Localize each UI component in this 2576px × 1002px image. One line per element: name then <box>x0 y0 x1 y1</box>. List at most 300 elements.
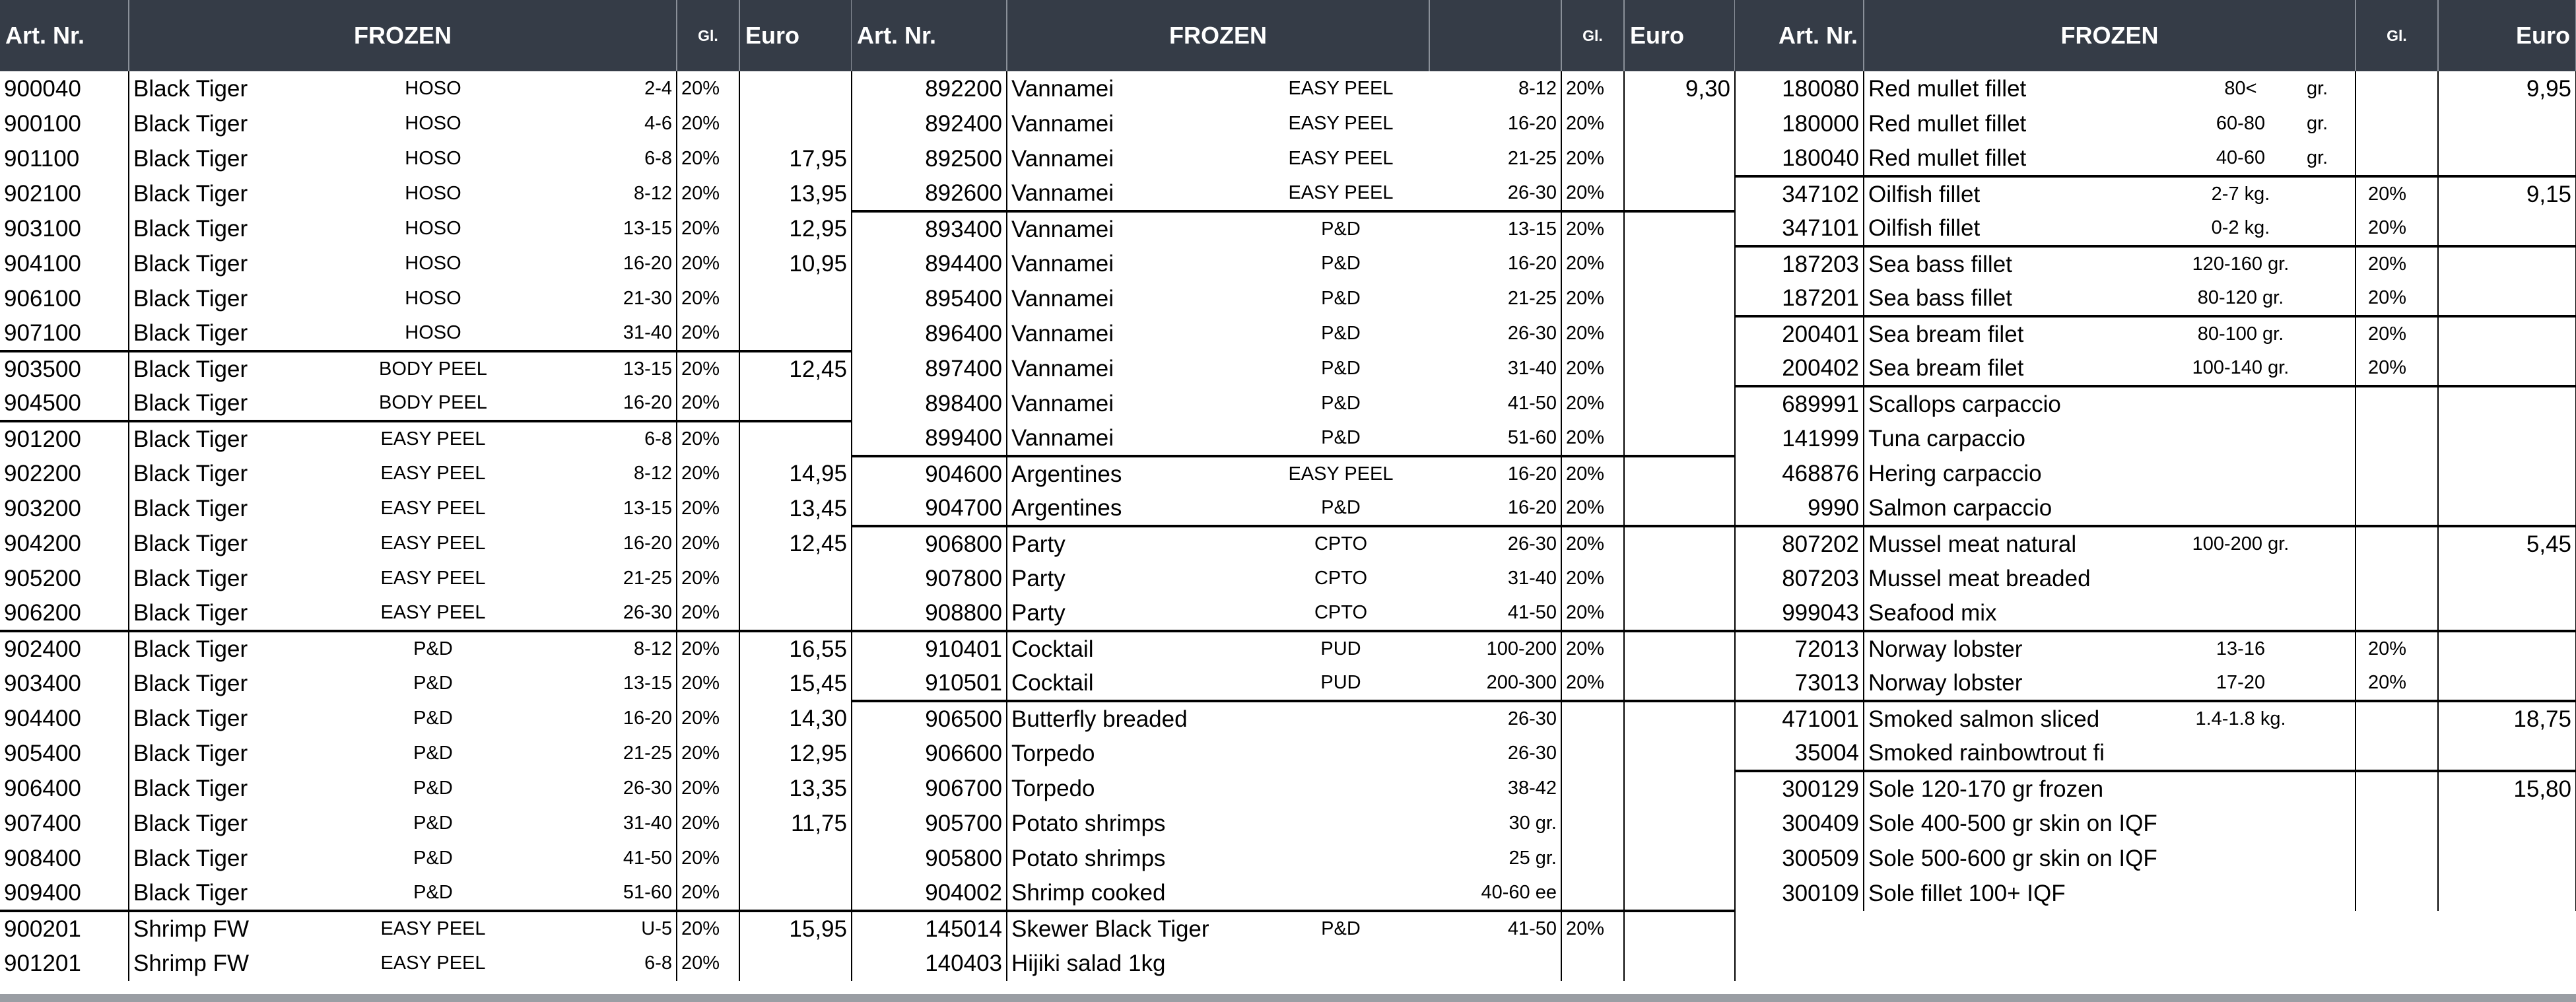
type-wrap <box>367 176 499 211</box>
product-cell <box>1864 211 2356 246</box>
spec-text: 1.4-1.8 kg. <box>2195 708 2286 729</box>
table-row <box>852 456 1735 491</box>
type-wrap <box>367 912 499 946</box>
price-cell: 13,45 <box>739 491 852 526</box>
product-name: Party <box>1011 531 1066 557</box>
spec-text: 80< <box>2224 78 2257 99</box>
spec-text: 0-2 kg. <box>2211 217 2270 238</box>
price-cell: 12,95 <box>739 211 852 246</box>
product-cell <box>1864 631 2356 666</box>
table-row <box>1735 771 2576 806</box>
product-cell <box>1864 806 2356 841</box>
price-cell: 15,95 <box>739 911 852 946</box>
product-name: Black Tiger <box>133 426 248 452</box>
type-wrap <box>367 211 499 246</box>
vat-cell: 20% <box>1561 71 1624 106</box>
price-cell <box>739 561 852 596</box>
art-nr-cell: 807202 <box>1735 526 1864 561</box>
art-nr-cell: 905200 <box>0 561 129 596</box>
product-name: Black Tiger <box>133 495 248 521</box>
spec-text: 17-20 <box>2216 672 2266 693</box>
vat-cell: 20% <box>677 71 739 106</box>
product-cell <box>1007 141 1429 176</box>
product-cell <box>1864 561 2356 596</box>
type-wrap <box>1258 421 1423 455</box>
price-cell <box>2438 246 2576 281</box>
price-cell: 18,75 <box>2438 701 2576 736</box>
price-cell <box>1624 736 1735 771</box>
type-wrap <box>367 491 499 526</box>
art-nr-cell: 903500 <box>0 351 129 386</box>
art-nr-cell: 902100 <box>0 176 129 211</box>
price-cell <box>2438 666 2576 701</box>
art-nr-cell: 906100 <box>0 281 129 316</box>
size-grade: 21-25 <box>623 743 672 764</box>
vat-cell: 20% <box>1561 911 1624 946</box>
price-cell <box>2438 281 2576 316</box>
product-name: Sole 120-170 gr frozen <box>1868 776 2104 802</box>
price-cell <box>1624 106 1735 141</box>
size-grade: 26-30 <box>623 778 672 799</box>
size-cell <box>1429 211 1561 246</box>
table-row <box>0 911 852 946</box>
price-table-3 <box>1735 0 2576 911</box>
size-grade: 13-15 <box>623 358 672 380</box>
price-cell <box>1624 351 1735 386</box>
size-grade: 21-30 <box>623 288 672 309</box>
vat-cell <box>2356 806 2438 841</box>
product-name: Black Tiger <box>133 180 248 207</box>
table-row <box>852 141 1735 176</box>
art-nr-cell: 908800 <box>852 596 1007 631</box>
size-grade: 200-300 <box>1486 672 1557 693</box>
price-cell <box>1624 911 1735 946</box>
product-name: Black Tiger <box>133 775 248 801</box>
price-cell <box>1624 561 1735 596</box>
type-wrap <box>1258 213 1423 246</box>
product-name: Torpedo <box>1011 740 1095 766</box>
vat-cell <box>2356 771 2438 806</box>
type-wrap <box>1258 457 1423 491</box>
price-cell <box>2438 106 2576 141</box>
size-cell <box>1429 841 1561 876</box>
vat-cell: 20% <box>677 771 739 806</box>
size-cell <box>1429 491 1561 526</box>
vat-cell: 20% <box>677 736 739 771</box>
price-table-2 <box>852 0 1736 981</box>
table-row <box>1735 71 2576 106</box>
product-name: Smoked salmon sliced <box>1868 706 2100 732</box>
product-type: P&D <box>413 882 453 903</box>
header-row <box>0 0 852 71</box>
type-wrap <box>367 666 499 701</box>
table-row <box>0 211 852 246</box>
product-name: Black Tiger <box>133 705 248 731</box>
spec-text <box>2175 561 2307 596</box>
art-nr-cell: 904002 <box>852 876 1007 911</box>
art-nr-cell: 300109 <box>1735 876 1864 911</box>
size-grade: 16-20 <box>1507 463 1557 484</box>
vat-cell <box>2356 106 2438 141</box>
product-name: Black Tiger <box>133 356 248 382</box>
size-grade: 26-30 <box>623 602 672 623</box>
vat-cell: 20% <box>677 911 739 946</box>
size-cell <box>1429 386 1561 421</box>
art-nr-cell: 73013 <box>1735 666 1864 701</box>
art-nr-cell: 902400 <box>0 631 129 666</box>
product-cell <box>1864 71 2356 106</box>
table-row <box>1735 701 2576 736</box>
art-nr-cell: 300129 <box>1735 771 1864 806</box>
price-cell: 13,95 <box>739 176 852 211</box>
size-grade: 6-8 <box>644 952 672 974</box>
header-row <box>1735 0 2576 71</box>
product-name: Black Tiger <box>133 110 248 137</box>
size-grade: 8-12 <box>633 638 672 659</box>
vat-cell <box>2356 841 2438 876</box>
product-name: Cocktail <box>1011 636 1094 662</box>
size-grade: 16-20 <box>623 708 672 729</box>
size-grade: 8-12 <box>633 463 672 484</box>
product-name: Black Tiger <box>133 250 248 277</box>
vat-cell <box>2356 701 2438 736</box>
product-type: PUD <box>1320 638 1361 659</box>
product-type: PUD <box>1320 672 1361 693</box>
price-cell <box>739 281 852 316</box>
price-cell <box>1624 526 1735 561</box>
header-art-nr: Art. Nr. <box>1735 0 1864 71</box>
art-nr-cell: 901100 <box>0 141 129 176</box>
type-wrap <box>1258 561 1423 596</box>
price-cell <box>2438 351 2576 386</box>
art-nr-cell: 180000 <box>1735 106 1864 141</box>
price-cell <box>739 596 852 631</box>
size-grade: 31-40 <box>623 322 672 343</box>
price-cell: 17,95 <box>739 141 852 176</box>
type-wrap <box>1258 71 1423 106</box>
table-row <box>852 666 1735 701</box>
table-row <box>852 526 1735 561</box>
price-cell <box>2438 421 2576 456</box>
spec-text: 2-7 kg. <box>2211 184 2270 205</box>
table-row <box>0 631 852 666</box>
product-name: Vannamei <box>1011 320 1114 347</box>
size-grade: 30 gr. <box>1508 813 1557 834</box>
product-type: CPTO <box>1314 533 1368 554</box>
type-wrap <box>367 771 499 806</box>
art-nr-cell: 905400 <box>0 736 129 771</box>
table-row <box>852 386 1735 421</box>
product-cell <box>129 911 677 946</box>
price-cell <box>1624 631 1735 666</box>
product-cell <box>1864 771 2356 806</box>
art-nr-cell: 910501 <box>852 666 1007 701</box>
product-type: HOSO <box>405 218 461 239</box>
vat-cell: 20% <box>2356 316 2438 351</box>
product-name: Norway lobster <box>1868 669 2023 696</box>
product-cell <box>129 246 677 281</box>
vat-cell: 20% <box>1561 666 1624 701</box>
size-grade: 31-40 <box>623 813 672 834</box>
product-type: EASY PEEL <box>1288 148 1394 169</box>
table-row <box>0 561 852 596</box>
price-cell <box>2438 631 2576 666</box>
price-cell <box>1624 596 1735 631</box>
product-cell <box>1864 351 2356 386</box>
product-name: Vannamei <box>1011 110 1114 137</box>
product-name: Black Tiger <box>133 740 248 766</box>
type-wrap <box>367 561 499 596</box>
vat-cell: 20% <box>1561 211 1624 246</box>
type-wrap <box>1258 351 1423 386</box>
spec-text <box>2175 772 2307 806</box>
art-nr-cell: 896400 <box>852 316 1007 351</box>
size-grade: 13-15 <box>1507 218 1557 240</box>
product-type: HOSO <box>405 253 461 274</box>
product-cell <box>1007 456 1429 491</box>
product-name: Oilfish fillet <box>1868 215 1981 241</box>
product-type: P&D <box>413 638 453 659</box>
vat-cell: 20% <box>2356 351 2438 386</box>
product-name: Black Tiger <box>133 145 248 172</box>
type-wrap <box>1258 316 1423 351</box>
product-cell <box>1864 281 2356 316</box>
table-row <box>1735 456 2576 491</box>
product-name: Black Tiger <box>133 215 248 242</box>
vat-cell <box>1561 806 1624 841</box>
header-euro: Euro <box>739 0 852 71</box>
product-cell <box>129 281 677 316</box>
table-row <box>1735 351 2576 386</box>
product-name: Black Tiger <box>133 460 248 486</box>
product-name: Black Tiger <box>133 565 248 591</box>
size-cell <box>1429 316 1561 351</box>
product-cell <box>1007 631 1429 666</box>
type-wrap <box>1258 736 1423 771</box>
vat-cell: 20% <box>677 456 739 491</box>
product-name: Vannamei <box>1011 285 1114 312</box>
type-wrap <box>1258 176 1423 210</box>
art-nr-cell: 900201 <box>0 911 129 946</box>
vat-cell: 20% <box>1561 281 1624 316</box>
art-nr-cell: 906500 <box>852 701 1007 736</box>
product-cell <box>1007 561 1429 596</box>
vat-cell: 20% <box>677 316 739 351</box>
vat-cell: 20% <box>1561 456 1624 491</box>
product-type: P&D <box>1321 358 1361 379</box>
product-cell <box>129 106 677 141</box>
size-cell <box>1429 526 1561 561</box>
product-type: HOSO <box>405 183 461 204</box>
price-cell <box>739 876 852 911</box>
type-wrap <box>1258 386 1423 421</box>
size-grade: 38-42 <box>1507 778 1557 799</box>
price-cell <box>2438 316 2576 351</box>
product-cell <box>129 491 677 526</box>
vat-cell: 20% <box>677 351 739 386</box>
vat-cell: 20% <box>1561 246 1624 281</box>
table-row <box>1735 841 2576 876</box>
product-cell <box>129 771 677 806</box>
vat-cell <box>2356 386 2438 421</box>
table-row <box>1735 211 2576 246</box>
type-wrap <box>367 106 499 141</box>
spec-text: 13-16 <box>2216 638 2266 659</box>
size-grade: 41-50 <box>1507 602 1557 623</box>
spec-text <box>2175 806 2307 841</box>
unit-text: gr. <box>2307 113 2328 134</box>
spec-text <box>2175 736 2307 770</box>
table-row <box>852 176 1735 211</box>
product-cell <box>129 596 677 631</box>
product-cell <box>1864 386 2356 421</box>
product-cell <box>1007 841 1429 876</box>
price-cell <box>1624 386 1735 421</box>
vat-cell: 20% <box>677 176 739 211</box>
table-row <box>852 596 1735 631</box>
product-name: Hering carpaccio <box>1868 460 2042 486</box>
size-grade: 51-60 <box>1507 427 1557 448</box>
spec-text <box>2175 387 2307 421</box>
type-wrap <box>367 701 499 736</box>
art-nr-cell: 903400 <box>0 666 129 701</box>
product-name: Torpedo <box>1011 775 1095 801</box>
table-row <box>852 211 1735 246</box>
vat-cell: 20% <box>1561 596 1624 631</box>
table-row <box>852 106 1735 141</box>
product-name: Sea bream filet <box>1868 354 2024 381</box>
product-cell <box>129 526 677 561</box>
product-name: Potato shrimps <box>1011 810 1166 836</box>
product-type: CPTO <box>1314 568 1368 589</box>
spec-text <box>2175 841 2307 876</box>
product-cell <box>129 666 677 701</box>
price-cell <box>1624 491 1735 526</box>
vat-cell: 20% <box>677 421 739 456</box>
vat-cell: 20% <box>2356 281 2438 316</box>
product-type: EASY PEEL <box>1288 78 1394 99</box>
vat-cell <box>1561 946 1624 981</box>
price-cell <box>1624 316 1735 351</box>
product-name: Shrimp FW <box>133 916 249 942</box>
product-cell <box>129 806 677 841</box>
size-grade: 41-50 <box>1507 393 1557 414</box>
price-cell <box>2438 596 2576 631</box>
art-nr-cell: 999043 <box>1735 596 1864 631</box>
art-nr-cell: 892200 <box>852 71 1007 106</box>
product-name: Vannamei <box>1011 424 1114 451</box>
size-cell <box>1429 736 1561 771</box>
spec-text <box>2175 596 2307 630</box>
vat-cell: 20% <box>1561 141 1624 176</box>
type-wrap <box>367 946 499 981</box>
table-row <box>852 701 1735 736</box>
product-cell <box>1007 211 1429 246</box>
vat-cell: 20% <box>677 106 739 141</box>
table-row <box>0 806 852 841</box>
product-cell <box>1007 386 1429 421</box>
product-name: Vannamei <box>1011 216 1114 242</box>
product-cell <box>1007 946 1429 981</box>
size-grade: 13-15 <box>623 498 672 519</box>
product-name: Mussel meat breaded <box>1868 565 2091 591</box>
size-grade: 8-12 <box>1518 78 1557 99</box>
type-wrap <box>1258 806 1423 841</box>
price-cell: 12,45 <box>739 351 852 386</box>
product-name: Scallops carpaccio <box>1868 391 2061 417</box>
panel-black-tiger <box>0 0 852 995</box>
vat-cell: 20% <box>1561 351 1624 386</box>
product-name: Seafood mix <box>1868 599 1997 626</box>
art-nr-cell: 904400 <box>0 701 129 736</box>
product-cell <box>1864 106 2356 141</box>
table-row <box>0 386 852 421</box>
price-cell <box>1624 771 1735 806</box>
product-type: P&D <box>1321 323 1361 344</box>
product-cell <box>1864 316 2356 351</box>
size-cell <box>1429 246 1561 281</box>
header-art-nr: Art. Nr. <box>0 0 129 71</box>
table-row <box>0 71 852 106</box>
table-row <box>1735 421 2576 456</box>
table-row <box>1735 141 2576 176</box>
type-wrap <box>367 632 499 666</box>
vat-cell: 20% <box>1561 421 1624 456</box>
size-cell <box>1429 771 1561 806</box>
size-grade: 41-50 <box>1507 918 1557 939</box>
art-nr-cell: 347101 <box>1735 211 1864 246</box>
product-cell <box>1007 771 1429 806</box>
product-cell <box>129 141 677 176</box>
table-row <box>852 281 1735 316</box>
price-cell <box>739 106 852 141</box>
product-type: HOSO <box>405 322 461 343</box>
art-nr-cell: 141999 <box>1735 421 1864 456</box>
size-cell <box>1429 806 1561 841</box>
size-grade: 16-20 <box>1507 113 1557 134</box>
size-grade: 6-8 <box>644 148 672 169</box>
art-nr-cell: 903200 <box>0 491 129 526</box>
price-cell <box>739 946 852 981</box>
vat-cell <box>2356 141 2438 176</box>
product-cell <box>1864 141 2356 176</box>
spec-text: 120-160 gr. <box>2192 253 2289 275</box>
product-name: Argentines <box>1011 494 1122 521</box>
table-row <box>0 876 852 911</box>
table-row <box>0 946 852 981</box>
size-grade: 21-25 <box>623 568 672 589</box>
price-cell <box>739 316 852 351</box>
vat-cell: 20% <box>677 141 739 176</box>
price-cell <box>1624 176 1735 211</box>
price-cell <box>2438 806 2576 841</box>
art-nr-cell: 200402 <box>1735 351 1864 386</box>
vat-cell: 20% <box>677 561 739 596</box>
art-nr-cell: 910401 <box>852 631 1007 666</box>
type-wrap <box>1258 596 1423 630</box>
size-cell <box>1429 911 1561 946</box>
art-nr-cell: 807203 <box>1735 561 1864 596</box>
header-gl: Gl. <box>2356 0 2438 71</box>
spec-text: 100-200 gr. <box>2192 533 2289 554</box>
art-nr-cell: 72013 <box>1735 631 1864 666</box>
art-nr-cell: 892600 <box>852 176 1007 211</box>
table-row <box>852 876 1735 911</box>
product-type: EASY PEEL <box>380 918 486 939</box>
table-row <box>852 911 1735 946</box>
spec-text <box>2175 876 2307 911</box>
type-wrap <box>367 316 499 350</box>
